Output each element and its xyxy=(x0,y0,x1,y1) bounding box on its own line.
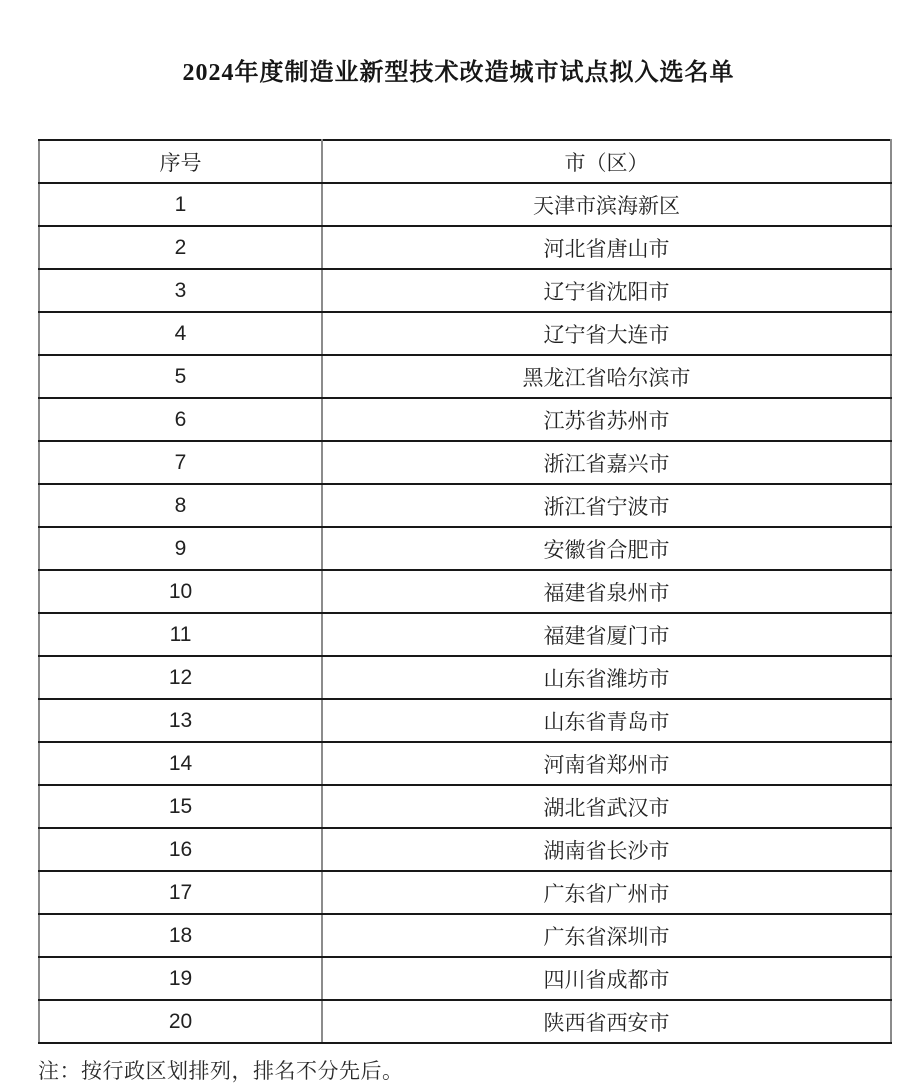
row-city-cell: 江苏省苏州市 xyxy=(322,398,891,441)
row-city-cell: 四川省成都市 xyxy=(322,957,891,1000)
row-index-cell: 17 xyxy=(39,871,322,914)
table-row xyxy=(39,656,891,699)
row-index-cell: 12 xyxy=(39,656,322,699)
row-city-cell: 陕西省西安市 xyxy=(322,1000,891,1043)
table-row xyxy=(39,269,891,312)
row-index-cell: 4 xyxy=(39,312,322,355)
row-city-cell: 河南省郑州市 xyxy=(322,742,891,785)
table-row xyxy=(39,484,891,527)
row-index-cell: 2 xyxy=(39,226,322,269)
pilot-city-table xyxy=(38,139,892,1044)
row-city-cell: 广东省深圳市 xyxy=(322,914,891,957)
row-index-cell: 5 xyxy=(39,355,322,398)
table-row xyxy=(39,957,891,1000)
table-row xyxy=(39,441,891,484)
row-city-cell: 广东省广州市 xyxy=(322,871,891,914)
row-index-cell: 20 xyxy=(39,1000,322,1043)
row-city-cell: 福建省泉州市 xyxy=(322,570,891,613)
row-city-cell: 山东省潍坊市 xyxy=(322,656,891,699)
table-row xyxy=(39,312,891,355)
table-header-row xyxy=(39,140,891,183)
row-index-cell: 14 xyxy=(39,742,322,785)
table-body xyxy=(39,183,891,1043)
table-row xyxy=(39,828,891,871)
footer-note: 注：按行政区划排列，排名不分先后。 xyxy=(38,1059,404,1083)
table-row xyxy=(39,1000,891,1043)
table-row xyxy=(39,699,891,742)
row-city-cell: 辽宁省大连市 xyxy=(322,312,891,355)
row-index-cell: 19 xyxy=(39,957,322,1000)
row-index-cell: 7 xyxy=(39,441,322,484)
row-index-cell: 6 xyxy=(39,398,322,441)
row-city-cell: 辽宁省沈阳市 xyxy=(322,269,891,312)
row-index-cell: 9 xyxy=(39,527,322,570)
column-header-city: 市（区） xyxy=(322,140,891,183)
row-city-cell: 河北省唐山市 xyxy=(322,226,891,269)
table-row xyxy=(39,742,891,785)
table-header xyxy=(39,140,891,183)
table-row xyxy=(39,785,891,828)
row-index-cell: 10 xyxy=(39,570,322,613)
row-city-cell: 浙江省宁波市 xyxy=(322,484,891,527)
row-index-cell: 16 xyxy=(39,828,322,871)
row-city-cell: 黑龙江省哈尔滨市 xyxy=(322,355,891,398)
page-title: 2024年度制造业新型技术改造城市试点拟入选名单 xyxy=(182,60,735,86)
row-city-cell: 浙江省嘉兴市 xyxy=(322,441,891,484)
table-row xyxy=(39,613,891,656)
column-header-index: 序号 xyxy=(39,140,322,183)
table-row xyxy=(39,226,891,269)
row-city-cell: 天津市滨海新区 xyxy=(322,183,891,226)
row-city-cell: 湖南省长沙市 xyxy=(322,828,891,871)
table-row xyxy=(39,570,891,613)
row-index-cell: 11 xyxy=(39,613,322,656)
row-index-cell: 8 xyxy=(39,484,322,527)
row-index-cell: 13 xyxy=(39,699,322,742)
table-row xyxy=(39,527,891,570)
row-index-cell: 18 xyxy=(39,914,322,957)
row-city-cell: 安徽省合肥市 xyxy=(322,527,891,570)
table-row xyxy=(39,871,891,914)
table-row xyxy=(39,183,891,226)
table-row xyxy=(39,355,891,398)
table-row xyxy=(39,914,891,957)
row-city-cell: 山东省青岛市 xyxy=(322,699,891,742)
row-city-cell: 福建省厦门市 xyxy=(322,613,891,656)
row-index-cell: 15 xyxy=(39,785,322,828)
table-row xyxy=(39,398,891,441)
row-index-cell: 3 xyxy=(39,269,322,312)
row-index-cell: 1 xyxy=(39,183,322,226)
row-city-cell: 湖北省武汉市 xyxy=(322,785,891,828)
